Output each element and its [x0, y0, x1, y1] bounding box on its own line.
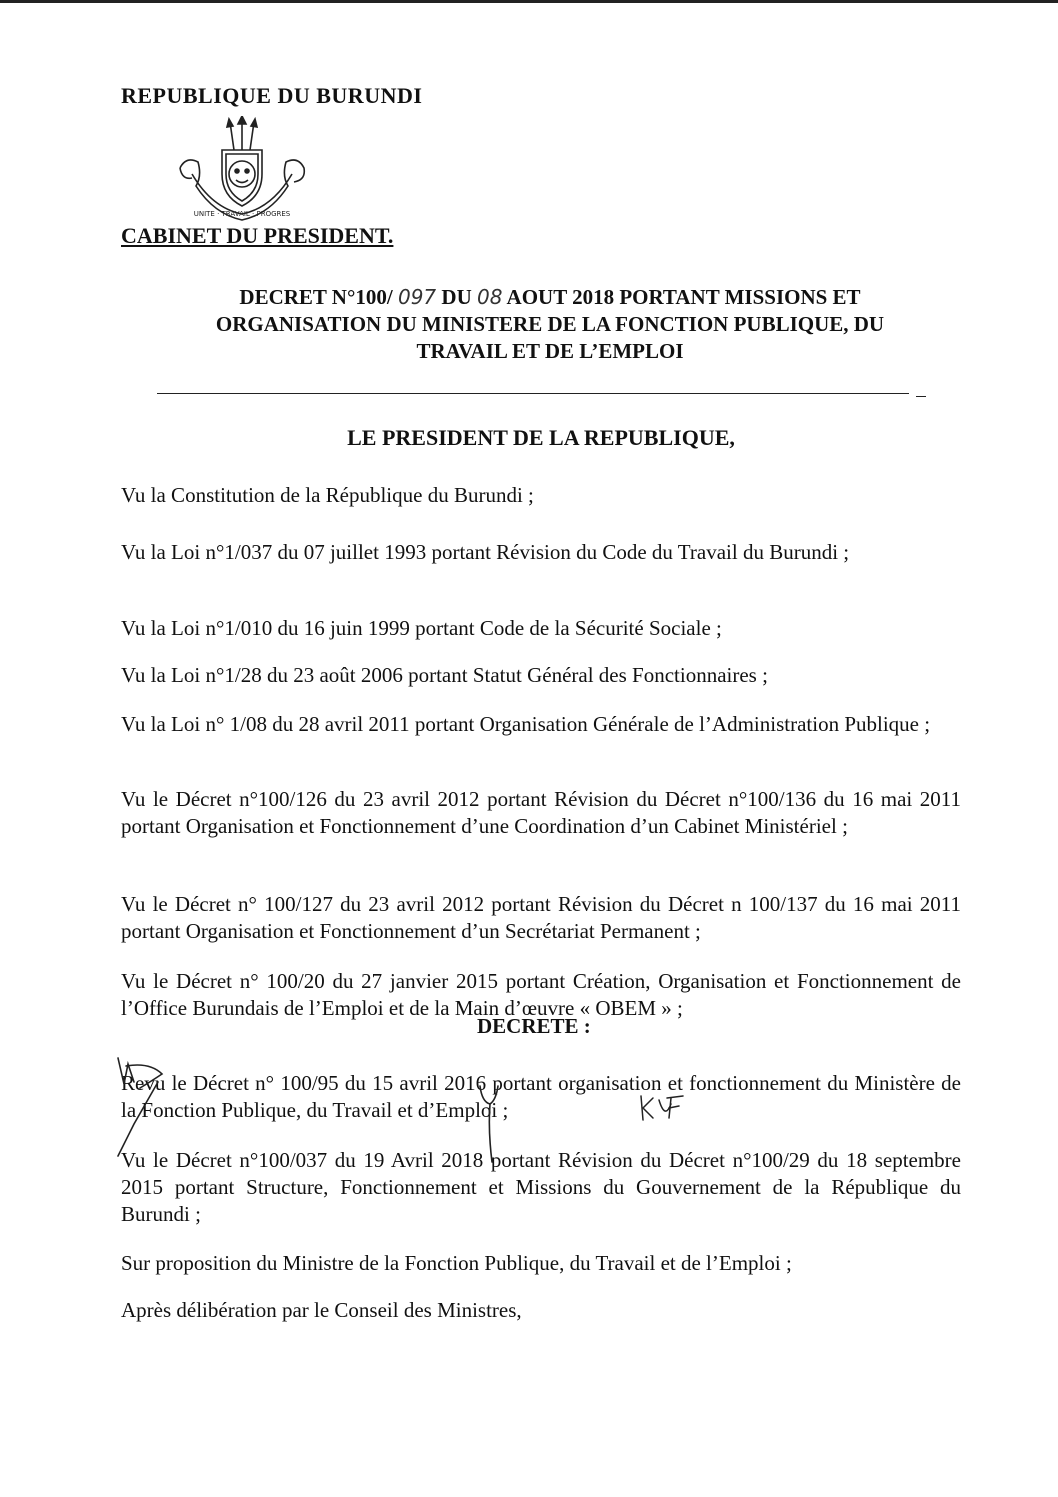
- decree-day-handwritten: 08: [477, 285, 503, 309]
- initials-signature-left: [110, 1052, 180, 1167]
- coat-of-arms-emblem: [172, 116, 312, 226]
- republic-header: REPUBLIQUE DU BURUNDI: [121, 83, 423, 108]
- visa-decret-100-20: Vu le Décret n° 100/20 du 27 janvier 2015 portant Création, Organisation et Fonctionnement de l’Office Burundais de l’Emploi et de la Main d’œuvre « OBEM » ;: [121, 969, 961, 1020]
- visa-constitution: Vu la Constitution de la République du Burundi ;: [121, 483, 534, 507]
- deliberation-conseil: Après délibération par le Conseil des Ministres,: [121, 1298, 522, 1322]
- decree-title-line-2: ORGANISATION DU MINISTERE DE LA FONCTION PUBLIQUE, DU: [215, 312, 885, 336]
- decree-title-line-1: [120, 284, 980, 311]
- initials-signature-right: [637, 1090, 687, 1131]
- initials-signature-middle: [472, 1080, 512, 1175]
- visa-code-travail: Vu la Loi n°1/037 du 07 juillet 1993 portant Révision du Code du Travail du Burundi ;: [121, 540, 850, 564]
- decree-title-line-3: TRAVAIL ET DE L’EMPLOI: [416, 339, 684, 363]
- decree-title: [120, 284, 980, 365]
- visa-administration-publique: Vu la Loi n° 1/08 du 28 avril 2011 portant Organisation Générale de l’Administration Publique ;: [121, 712, 931, 736]
- visa-decret-100-126: Vu le Décret n°100/126 du 23 avril 2012 portant Révision du Décret n°100/136 du 16 mai 2011 portant Organisation et Fonctionnement d’une Coordination d’un Cabinet Ministériel ;: [121, 787, 961, 838]
- visa-statut-fonctionnaires: Vu la Loi n°1/28 du 23 août 2006 portant Statut Général des Fonctionnaires ;: [121, 663, 768, 687]
- title-separator-tick: [916, 396, 926, 397]
- emblem-motto: UNITE · TRAVAIL · PROGRES: [193, 210, 291, 218]
- page-top-edge: [0, 0, 1058, 3]
- decree-number-handwritten: 097: [397, 285, 437, 309]
- visa-decret-100-127: Vu le Décret n° 100/127 du 23 avril 2012 portant Révision du Décret n 100/137 du 16 mai 2011 portant Organisation et Fonctionnement d’un Secrétariat Permanent ;: [121, 892, 961, 943]
- decree-du: DU: [441, 285, 472, 309]
- proposition-ministre: Sur proposition du Ministre de la Fonction Publique, du Travail et de l’Emploi ;: [121, 1251, 792, 1275]
- visa-decret-100-95: Revu le Décret n° 100/95 du 15 avril 2016 portant organisation et fonctionnement du Ministère de la Fonction Publique, du Travail et d’Emploi ;: [121, 1071, 961, 1122]
- decrete-heading: DECRETE :: [477, 1014, 591, 1038]
- decree-number-prefix: DECRET N°100/: [239, 285, 393, 309]
- title-separator: [157, 393, 909, 394]
- decree-date-rest: AOUT 2018 PORTANT MISSIONS ET: [506, 285, 861, 309]
- visa-securite-sociale: Vu la Loi n°1/010 du 16 juin 1999 portant Code de la Sécurité Sociale ;: [121, 616, 722, 640]
- cabinet-header: CABINET DU PRESIDENT.: [121, 223, 394, 248]
- visa-decret-100-037: Vu le Décret n°100/037 du 19 Avril 2018 portant Révision du Décret n°100/29 du 18 septembre 2015 portant Structure, Fonctionnement et Missions du Gouvernement de la République du Burundi ;: [121, 1148, 961, 1226]
- president-heading: LE PRESIDENT DE LA REPUBLIQUE,: [347, 425, 735, 450]
